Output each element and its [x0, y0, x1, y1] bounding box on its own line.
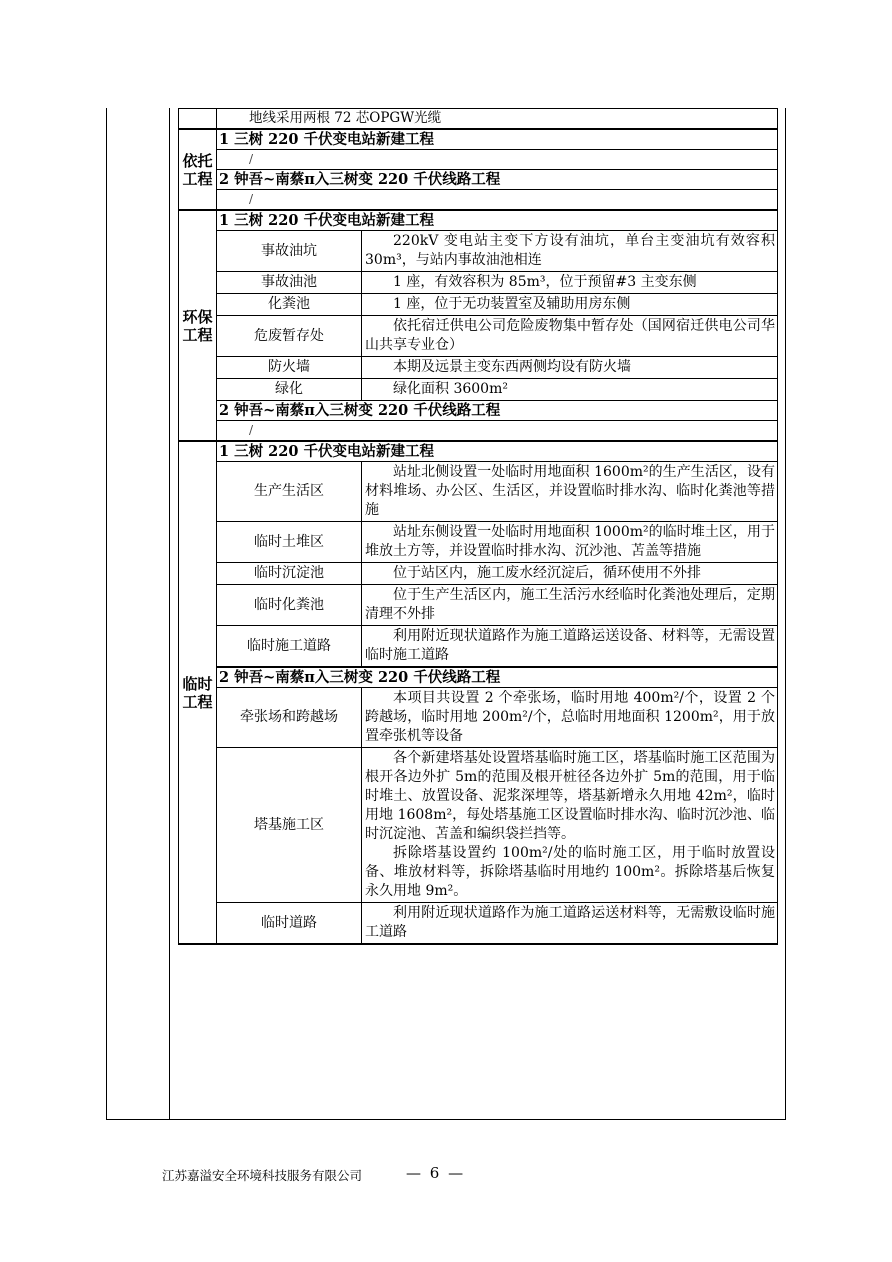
linshi-block [178, 440, 778, 945]
huanbao-sub2: 2 钟吾~南蔡π入三树变 220 千伏线路工程 [217, 401, 777, 421]
table-row: 危废暂存处 依托宿迁供电公司危险废物集中暂存处（国网宿迁供电公司华山共享专业仓） [217, 316, 777, 357]
yituo-label: 依托工程 [179, 130, 217, 209]
top-block [178, 108, 778, 128]
table-row: 牵张场和跨越场 本项目共设置 2 个牵张场，临时用地 400m²/个，设置 2 个跨越场，临时用地 200m²/个，总临时用地面积 1200m²，用于放置牵张机等设备 [217, 688, 777, 748]
project-table [178, 108, 778, 945]
linshi-label: 临时工程 [179, 442, 217, 943]
footer-company: 江苏嘉溢安全环境科技服务有限公司 [162, 1168, 363, 1183]
yituo-sub2-value: / [249, 192, 254, 206]
table-row: 临时土堆区 站址东侧设置一处临时用地面积 1000m²的临时堆土区，用于堆放土方等，并设置临时排水沟、沉沙池、苫盖等措施 [217, 522, 777, 563]
page-number: — 6 — [406, 1164, 466, 1182]
table-row: 塔基施工区 各个新建塔基处设置塔基临时施工区，塔基临时施工区范围为根开各边外扩 5m的范围及根开桩径各边外扩 5m的范围，用于临时堆土、放置设备、泥浆深埋等，塔基新增永久用地 42m²，临时用地 1608m²，每处塔基施工区设置临时排水沟、临时沉沙池、临时沉淀池、苫盖和编织袋拦挡等。 拆除塔基设置约 100m²/处的临时施工区，用于临时放置设备、堆放材料等，拆除塔基临时用地约 100m²。拆除塔基后恢复永久用地 9m²。 [217, 748, 777, 903]
table-row: 事故油池 1 座，有效容积为 85m³，位于预留#3 主变东侧 [217, 272, 777, 294]
yituo-sub1: 1 三树 220 千伏变电站新建工程 [217, 130, 777, 150]
table-row: 生产生活区 站址北侧设置一处临时用地面积 1600m²的生产生活区，设有材料堆场、办公区、生活区，并设置临时排水沟、临时化粪池等措施 [217, 462, 777, 522]
table-row: 防火墙 本期及远景主变东西两侧均设有防火墙 [217, 357, 777, 379]
opgw-row: 地线采用两根 72 芯OPGW光缆 [249, 110, 442, 126]
yituo-block [178, 128, 778, 209]
huanbao-sub1: 1 三树 220 千伏变电站新建工程 [217, 211, 777, 231]
table-row: 临时道路 利用附近现状道路作为施工道路运送材料等，无需敷设临时施工道路 [217, 903, 777, 943]
huanbao-block [178, 209, 778, 440]
yituo-sub1-value: / [217, 150, 777, 170]
table-row: 临时施工道路 利用附近现状道路作为施工道路运送设备、材料等，无需设置临时施工道路 [217, 626, 777, 667]
linshi-sub1: 1 三树 220 千伏变电站新建工程 [217, 442, 777, 462]
table-row: 化粪池 1 座，位于无功装置室及辅助用房东侧 [217, 294, 777, 316]
linshi-sub2: 2 钟吾~南蔡π入三树变 220 千伏线路工程 [217, 667, 777, 688]
table-row: 临时沉淀池 位于站区内，施工废水经沉淀后，循环使用不外排 [217, 563, 777, 585]
table-row: 绿化 绿化面积 3600m² [217, 379, 777, 401]
huanbao-sub2-value: / [249, 423, 254, 437]
yituo-sub2: 2 钟吾~南蔡π入三树变 220 千伏线路工程 [217, 170, 777, 190]
frame-divider [169, 108, 170, 1119]
top-label-cell [179, 109, 217, 128]
table-row: 临时化粪池 位于生产生活区内，施工生活污水经临时化粪池处理后，定期清理不外排 [217, 585, 777, 626]
huanbao-label: 环保工程 [179, 211, 217, 440]
table-row: 事故油坑 220kV 变电站主变下方设有油坑，单台主变油坑有效容积 30m³，与站内事故油池相连 [217, 231, 777, 272]
